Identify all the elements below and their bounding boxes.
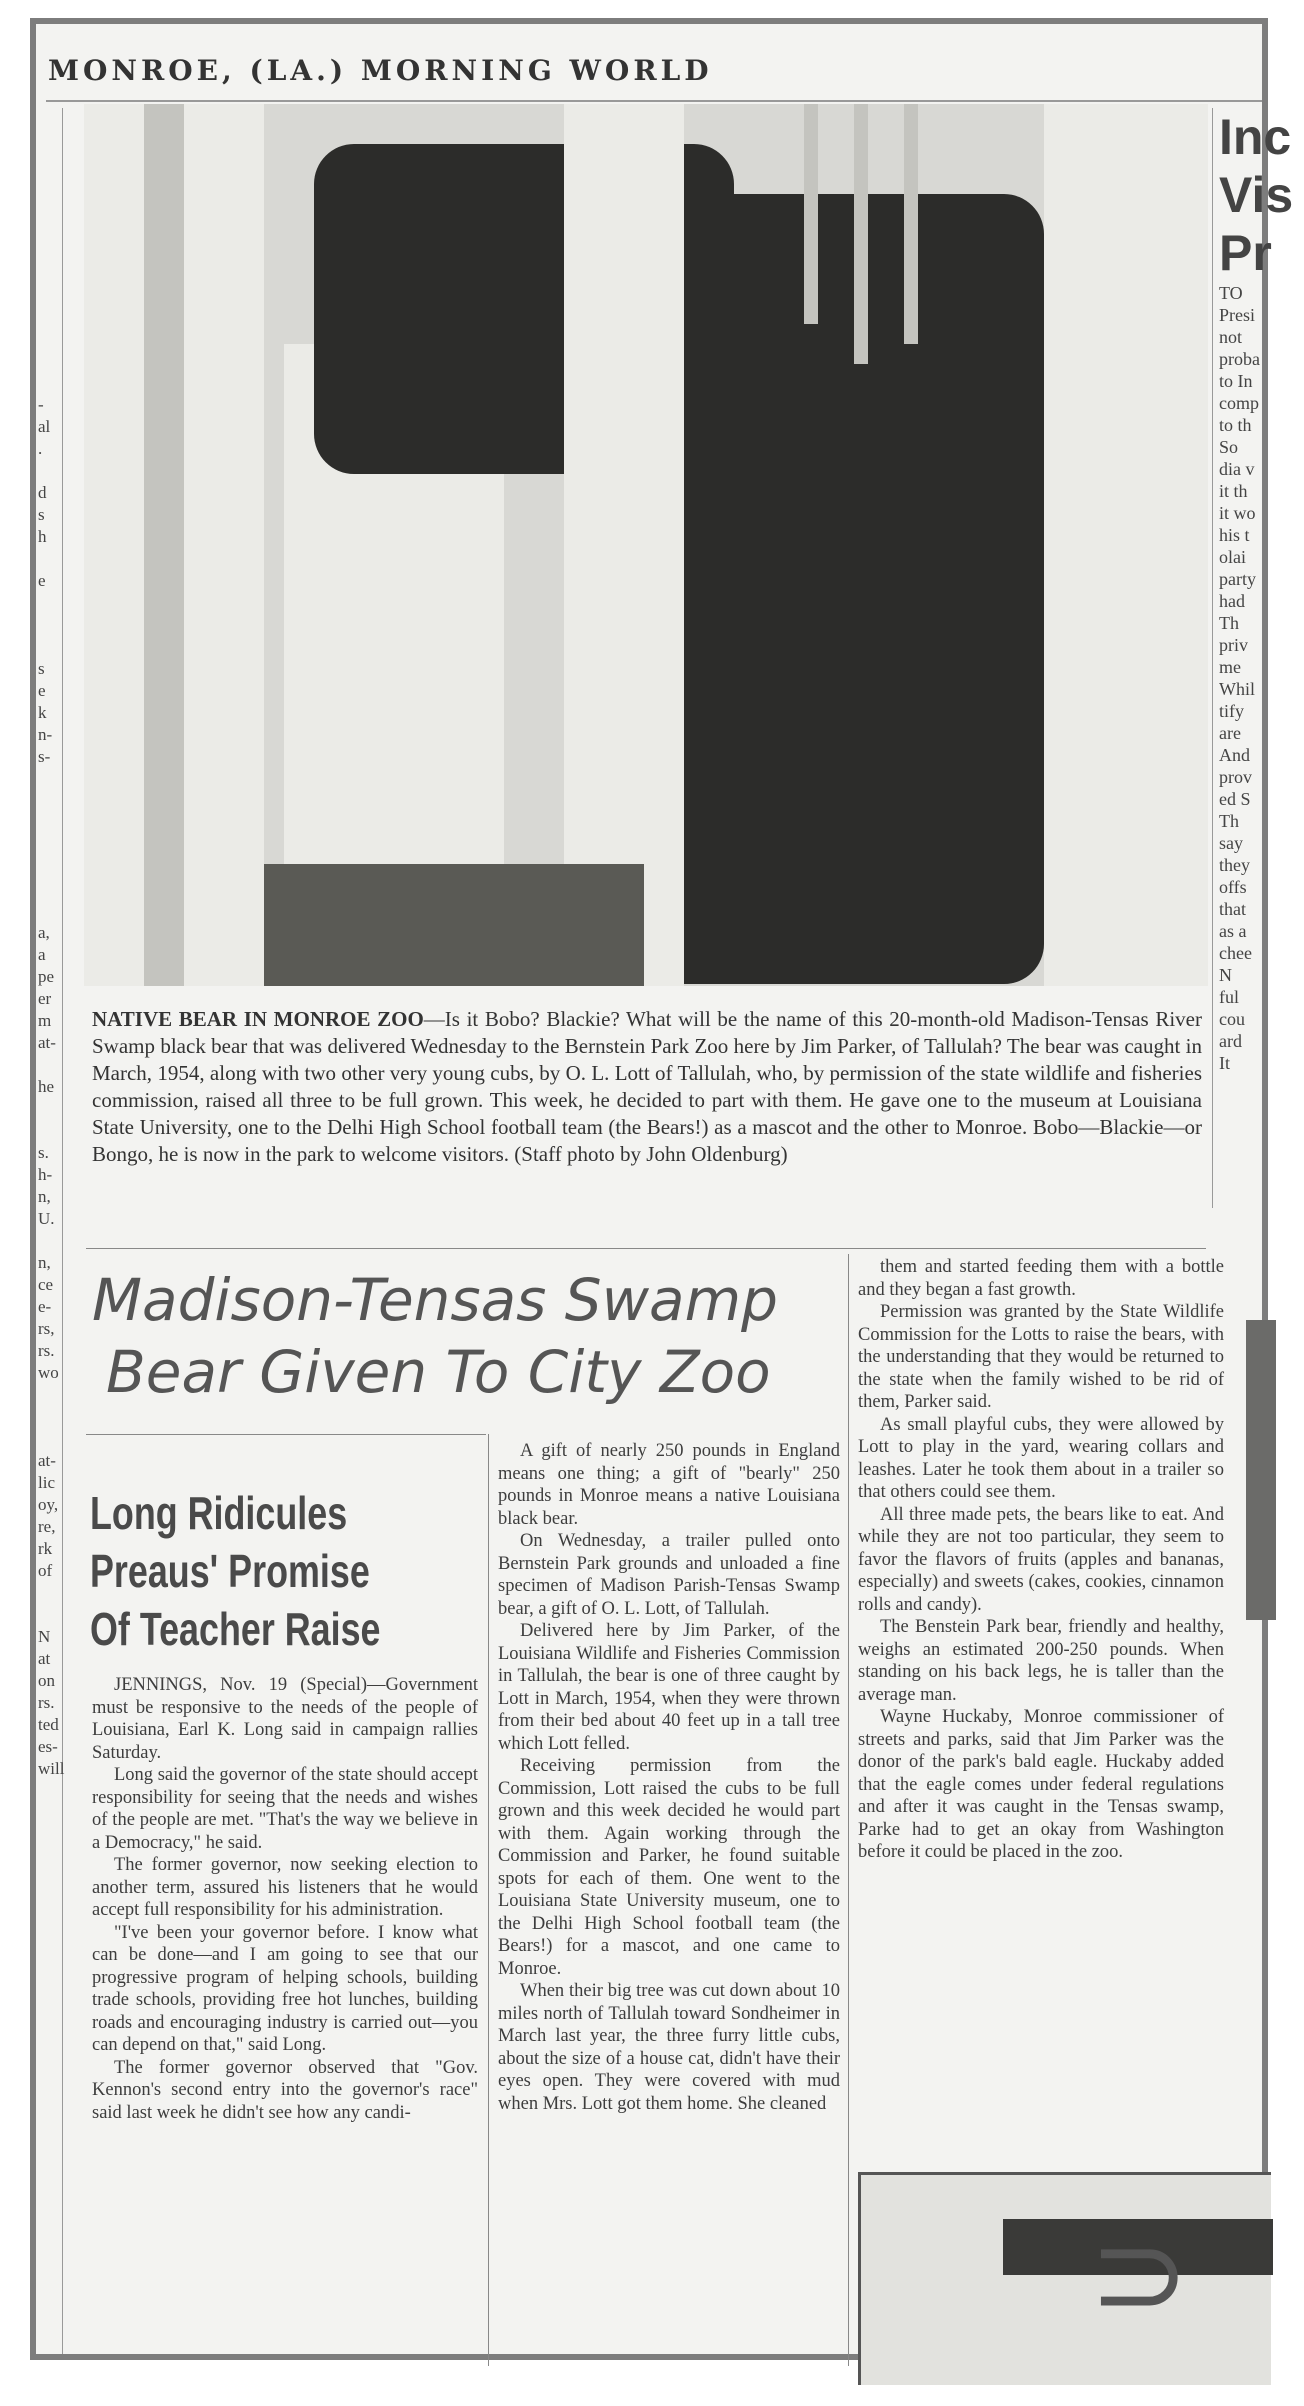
cropped-text-fragment: it wo: [1219, 503, 1256, 523]
sidebar-top-rule: [86, 1434, 486, 1435]
cropped-text-fragment: m: [38, 1011, 52, 1030]
story-paragraph: All three made pets, the bears like to eat. And while they are not too particular, they seem to favor the flavors of fruits (apples and bananas, especially) and sweets (cakes, cookies, cinnamon rolls and candy).: [858, 1504, 1224, 1615]
cropped-text-fragment: it th: [1219, 481, 1248, 501]
photo-bar: [144, 104, 184, 986]
cropped-text-fragment: tify: [1219, 701, 1244, 721]
cropped-text-fragment: re,: [38, 1517, 56, 1536]
cropped-text-fragment: of: [38, 1561, 53, 1580]
cropped-text-fragment: party: [1219, 569, 1256, 589]
cropped-text-fragment: [36, 284, 62, 306]
cropped-text-fragment: It: [1219, 1053, 1230, 1073]
story-paragraph: "I've been your governor before. I know what can be done—and I am going to see that our progressive program of helping schools, building trade schools, providing free hot lunches, building roads and encouraging industry is carried out—you can depend on that," said Long.: [92, 1922, 478, 2055]
cropped-text-fragment: not: [1219, 327, 1243, 347]
cropped-text-fragment: [36, 1406, 62, 1428]
cropped-text-fragment: TO: [1219, 283, 1243, 303]
photo-ground: [264, 864, 644, 986]
cropped-headline-fragment: Pr: [1219, 225, 1272, 281]
cropped-text-fragment: to th: [1219, 415, 1252, 435]
cropped-text-fragment: his t: [1219, 525, 1250, 545]
cropped-text-fragment: [36, 856, 62, 878]
cropped-text-fragment: rk: [38, 1539, 53, 1558]
cropped-text-fragment: [36, 900, 62, 922]
cropped-text-fragment: pe: [38, 967, 55, 986]
cropped-text-fragment: Th: [1219, 613, 1239, 633]
cropped-text-fragment: [36, 1384, 62, 1406]
cropped-text-fragment: [36, 1054, 62, 1076]
cropped-text-fragment: [36, 196, 62, 218]
cropped-text-fragment: [36, 790, 62, 812]
cropped-text-fragment: chee: [1219, 943, 1252, 963]
cropped-text-fragment: ed S: [1219, 789, 1251, 809]
cropped-text-fragment: s: [38, 659, 45, 678]
cropped-text-fragment: s.: [38, 1143, 49, 1162]
story-paragraph: When their big tree was cut down about 10 miles north of Tallulah toward Sondheimer in March last year, the three furry little cubs, about the size of a house cat, didn't have their eyes open. They were covered with mud when Mrs. Lott got them home. She cleaned: [498, 1981, 840, 2114]
cropped-text-fragment: oy,: [38, 1495, 59, 1514]
cropped-headline-fragment: Vis: [1219, 167, 1294, 223]
cropped-text-fragment: at-: [38, 1451, 56, 1470]
cropped-text-fragment: they: [1219, 855, 1250, 875]
cropped-text-fragment: priv: [1219, 635, 1248, 655]
cropped-text-fragment: he: [38, 1077, 55, 1096]
story-paragraph: The Benstein Park bear, friendly and healthy, weighs an estimated 200-250 pounds. When standing on his back legs, he is taller than the average man.: [858, 1617, 1224, 1705]
masthead: MONROE, (LA.) MORNING WORLD: [48, 54, 713, 87]
cropped-text-fragment: [36, 152, 62, 174]
cropped-text-fragment: [36, 372, 62, 394]
cropped-text-fragment: ard: [1219, 1031, 1242, 1051]
photo-bar: [854, 104, 868, 364]
cropped-text-fragment: ted: [38, 1715, 59, 1734]
cropped-text-fragment: Th: [1219, 811, 1239, 831]
story-paragraph: Long said the governor of the state should accept responsibility for seeing that the needs and wishes of the people are met. "That's the way we believe in a Democracy," he said.: [92, 1765, 478, 1853]
cropped-text-fragment: olai: [1219, 547, 1246, 567]
cropped-text-fragment: So: [1219, 437, 1239, 457]
cropped-text-fragment: e: [38, 681, 46, 700]
cropped-text-fragment: cou: [1219, 1009, 1245, 1029]
cropped-text-fragment: h-: [38, 1165, 53, 1184]
photo-bear-body: [644, 194, 1044, 984]
story-paragraph: The former governor, now seeking election to another term, assured his listeners that he would accept full responsibility for his administration.: [92, 1855, 478, 1920]
story-paragraph: The former governor observed that "Gov. Kennon's second entry into the governor's race" said last week he didn't see how any candi-: [92, 2057, 478, 2123]
cropped-text-fragment: d: [38, 483, 47, 502]
cropped-text-fragment: at-: [38, 1033, 56, 1052]
cropped-text-fragment: Whil: [1219, 679, 1255, 699]
cropped-text-fragment: proba: [1219, 349, 1260, 369]
cropped-text-fragment: [36, 240, 62, 262]
cropped-text-fragment: [36, 108, 62, 130]
story-paragraph: Delivered here by Jim Parker, of the Louisiana Wildlife and Fisheries Commission in Tallulah, the bear is one of three caught by Lott in March, 1954, when they were thrown from their bed about 40 feet up in a tall tree which Lott felled.: [498, 1621, 840, 1754]
cropped-text-fragment: -: [38, 395, 44, 414]
cropped-text-fragment: that: [1219, 899, 1246, 919]
sidebar-story: [92, 1674, 478, 2124]
cropped-text-fragment: comp: [1219, 393, 1259, 413]
paperclip-icon: ⊃: [1089, 2208, 1190, 2341]
cropped-text-fragment: N: [38, 1627, 51, 1646]
cropped-text-fragment: a: [38, 945, 46, 964]
cropped-text-fragment: [36, 1120, 62, 1142]
cropped-text-fragment: ful: [1219, 987, 1239, 1007]
masthead-rule: [46, 100, 1262, 102]
cropped-text-fragment: are: [1219, 723, 1241, 743]
cropped-text-fragment: es-: [38, 1737, 58, 1756]
story-paragraph: Receiving permission from the Commission, Lott raised the cubs to be full grown and this week decided he would part with them. Again working through the Commission and Parker, he found suitable spots for each of them. One went to the Louisiana State University museum, one to the Delhi High School football team (the Bears!) for a mascot, and one came to Monroe.: [498, 1756, 840, 1979]
story-paragraph: Wayne Huckaby, Monroe commissioner of streets and parks, said that Jim Parker was the donor of the park's bald eagle. Huckaby added that the eagle comes under federal regulations and after it was caught in the Tensas swamp, Parke had to get an okay from Washington before it could be placed in the zoo.: [858, 1707, 1224, 1862]
cropped-text-fragment: a,: [38, 923, 50, 942]
story-paragraph: As small playful cubs, they were allowed by Lott to play in the yard, wearing collars and leashes. Later he took them about in a trailer so that others could see them.: [858, 1414, 1224, 1502]
cropped-text-fragment: on: [38, 1671, 55, 1690]
cropped-text-fragment: [36, 218, 62, 240]
cropped-text-fragment: [36, 350, 62, 372]
column-rule: [488, 1434, 489, 2366]
photo-bar: [904, 104, 918, 344]
cropped-text-fragment: n,: [38, 1253, 51, 1272]
cropped-text-fragment: [36, 130, 62, 152]
right-cropped-column: [1212, 108, 1294, 1208]
cropped-text-fragment: [36, 1582, 62, 1604]
cropped-text-fragment: [36, 1428, 62, 1450]
partial-photo-bottom: [858, 2172, 1271, 2385]
cropped-text-fragment: n-: [38, 725, 53, 744]
sidebar-headline: Long Ridicules Preaus' Promise Of Teacher Raise: [90, 1487, 381, 1655]
cropped-text-fragment: [36, 636, 62, 658]
cropped-text-fragment: [36, 548, 62, 570]
cropped-text-fragment: e-: [38, 1297, 52, 1316]
cropped-text-fragment: [36, 812, 62, 834]
caption-rule: [86, 1248, 1206, 1249]
cropped-text-fragment: had: [1219, 591, 1245, 611]
cropped-text-fragment: wo: [38, 1363, 59, 1382]
story-paragraph: On Wednesday, a trailer pulled onto Bernstein Park grounds and unloaded a fine specimen of Madison Parish-Tensas Swamp bear, a gift of O. L. Lott, of Tallulah.: [498, 1531, 840, 1619]
cropped-text-fragment: s: [38, 505, 45, 524]
headline-line-1: Madison-Tensas Swamp: [92, 1266, 778, 1334]
cropped-text-fragment: lic: [38, 1473, 55, 1492]
cropped-text-fragment: rs.: [38, 1693, 55, 1712]
cropped-text-fragment: h: [38, 527, 47, 546]
cropped-text-fragment: U.: [38, 1209, 55, 1228]
cropped-text-fragment: [36, 306, 62, 328]
cropped-text-fragment: er: [38, 989, 52, 1008]
photo-caption: [92, 1006, 1202, 1168]
cropped-text-fragment: al: [38, 417, 51, 436]
cropped-text-fragment: [36, 262, 62, 284]
cropped-text-fragment: [36, 328, 62, 350]
newspaper-clipping: [30, 18, 1294, 2360]
cropped-text-fragment: offs: [1219, 877, 1247, 897]
story-paragraph: A gift of nearly 250 pounds in England means one thing; a gift of "bearly" 250 pounds in Monroe means a native Louisiana black bear.: [498, 1441, 840, 1529]
photo-bar: [804, 104, 818, 324]
cropped-text-fragment: e: [38, 571, 46, 590]
caption-text: —Is it Bobo? Blackie? What will be the name of this 20-month-old Madison-Tensas River Swamp black bear that was delivered Wednesday to the Bernstein Park Zoo here by Jim Parker, of Tallulah? The bear was caught in March, 1954, along with two other very young cubs, by O. L. Lott of Tallulah, who, by permission of the state wildlife and fisheries commission, raised all three to be full grown. This week, he decided to part with them. He gave one to the museum at Louisiana State University, one to the Delhi High School football team (the Bears!) as a mascot and the other to Monroe. Bobo—Blackie—or Bongo, he is now in the park to welcome visitors. (Staff photo by John Oldenburg): [92, 1007, 1202, 1166]
story-paragraph: them and started feeding them with a bottle and they began a fast growth.: [858, 1257, 1224, 1300]
cropped-text-fragment: ce: [38, 1275, 54, 1294]
cropped-text-fragment: say: [1219, 833, 1243, 853]
cropped-text-fragment: rs.: [38, 1341, 55, 1360]
cropped-text-fragment: [36, 834, 62, 856]
cropped-text-fragment: [36, 614, 62, 636]
column-rule: [848, 1254, 849, 2366]
cropped-text-fragment: dia v: [1219, 459, 1255, 479]
caption-lead: NATIVE BEAR IN MONROE ZOO: [92, 1007, 424, 1031]
cropped-text-fragment: at: [38, 1649, 51, 1668]
cropped-text-fragment: .: [38, 439, 43, 458]
photo-pillar-right: [1044, 104, 1208, 986]
cropped-text-fragment: [36, 1098, 62, 1120]
photo-pillar-center: [564, 104, 684, 986]
cropped-text-fragment: Presi: [1219, 305, 1255, 325]
cropped-text-fragment: [36, 592, 62, 614]
story-paragraph: Permission was granted by the State Wildlife Commission for the Lotts to raise the bears, with the understanding that they would be returned to the state when the family wished to be rid of them, Parker said.: [858, 1302, 1224, 1412]
bear-story-column-1: [498, 1440, 840, 2115]
bear-photo: [84, 104, 1208, 986]
cropped-text-fragment: And: [1219, 745, 1250, 765]
cropped-text-fragment: prov: [1219, 767, 1252, 787]
cropped-text-fragment: [36, 768, 62, 790]
cropped-text-fragment: [36, 174, 62, 196]
cropped-text-fragment: rs,: [38, 1319, 55, 1338]
left-cropped-column: [36, 108, 63, 2354]
cropped-text-fragment: [36, 878, 62, 900]
cropped-headline-fragment: Inc: [1219, 109, 1292, 165]
cropped-text-fragment: [36, 1230, 62, 1252]
cropped-text-fragment: n,: [38, 1187, 51, 1206]
cropped-text-fragment: [36, 460, 62, 482]
right-edge-dark-block: [1246, 1320, 1276, 1620]
cropped-text-fragment: N: [1219, 965, 1232, 985]
cropped-text-fragment: as a: [1219, 921, 1247, 941]
headline-line-2: Bear Given To City Zoo: [106, 1338, 771, 1406]
cropped-text-fragment: [36, 1604, 62, 1626]
cropped-text-fragment: k: [38, 703, 47, 722]
cropped-text-fragment: s-: [38, 747, 51, 766]
main-headline: [92, 1264, 872, 1408]
bear-story-column-2: [858, 1256, 1224, 1864]
cropped-text-fragment: will: [38, 1759, 65, 1778]
story-paragraph: JENNINGS, Nov. 19 (Special)—Government must be responsive to the needs of the people of Louisiana, Earl K. Long said in campaign rallies Saturday.: [92, 1675, 478, 1763]
cropped-text-fragment: me: [1219, 657, 1241, 677]
cropped-text-fragment: to In: [1219, 371, 1253, 391]
